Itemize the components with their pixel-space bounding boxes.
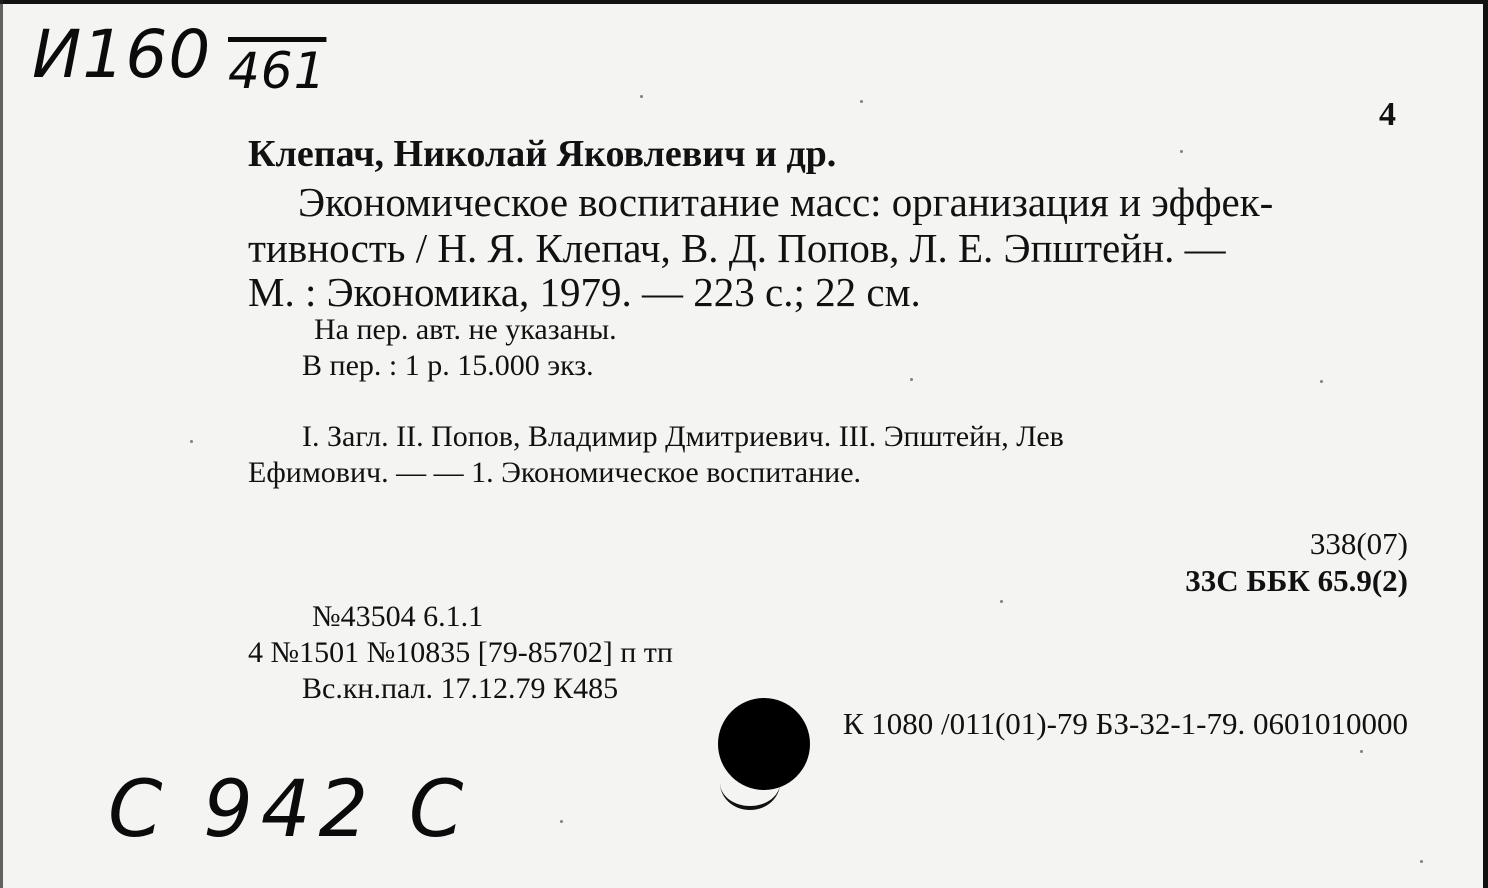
title-line: тивность / Н. Я. Клепач, В. Д. Попов, Л. Е. Эпштейн. — <box>248 225 1226 271</box>
publication-line: Вс.кн.пал. 17.12.79 К485 <box>302 672 619 705</box>
scan-speck <box>560 820 563 823</box>
card-top-edge <box>0 0 1488 4</box>
scan-speck <box>1360 750 1363 753</box>
publication-line: 4 №1501 №10835 [79-85702] п тп <box>248 636 673 669</box>
scan-speck <box>640 95 643 98</box>
scan-speck <box>860 100 863 103</box>
handwritten-call-fraction: 461 <box>228 42 327 100</box>
bbk-classification: 33С ББК 65.9(2) <box>1185 563 1408 598</box>
scan-speck <box>1320 380 1323 383</box>
handwritten-call-number: И160 <box>32 16 212 93</box>
title-line: М. : Экономика, 1979. — 223 с.; 22 см. <box>248 269 921 315</box>
tracing-line: I. Загл. II. Попов, Владимир Дмитриевич. III. Эпштейн, Лев <box>302 420 1064 453</box>
card-right-edge <box>1483 0 1488 888</box>
udc-classification: 338(07) <box>1309 526 1408 561</box>
card-left-edge <box>0 0 3 888</box>
scan-speck <box>1420 860 1423 863</box>
scan-speck <box>1180 150 1183 153</box>
title-line: Экономическое воспитание масс: организация и эффек- <box>298 179 1274 225</box>
scan-speck <box>910 378 913 381</box>
note-line: В пер. : 1 р. 15.000 экз. <box>302 349 594 382</box>
handwritten-shelf-mark: С 942 С <box>108 765 472 855</box>
code-line: К 1080 /011(01)-79 БЗ-32-1-79. 0601010000 <box>842 706 1408 741</box>
punch-hole <box>718 698 810 790</box>
card-number: 4 <box>1379 96 1396 133</box>
scan-speck <box>190 440 193 443</box>
publication-line: №43504 6.1.1 <box>312 600 484 633</box>
scan-speck <box>1000 600 1003 603</box>
author-heading: Клепач, Николай Яковлевич и др. <box>248 133 837 175</box>
tracing-line: Ефимович. — — 1. Экономическое воспитание. <box>248 456 862 489</box>
note-line: На пер. авт. не указаны. <box>314 313 617 346</box>
